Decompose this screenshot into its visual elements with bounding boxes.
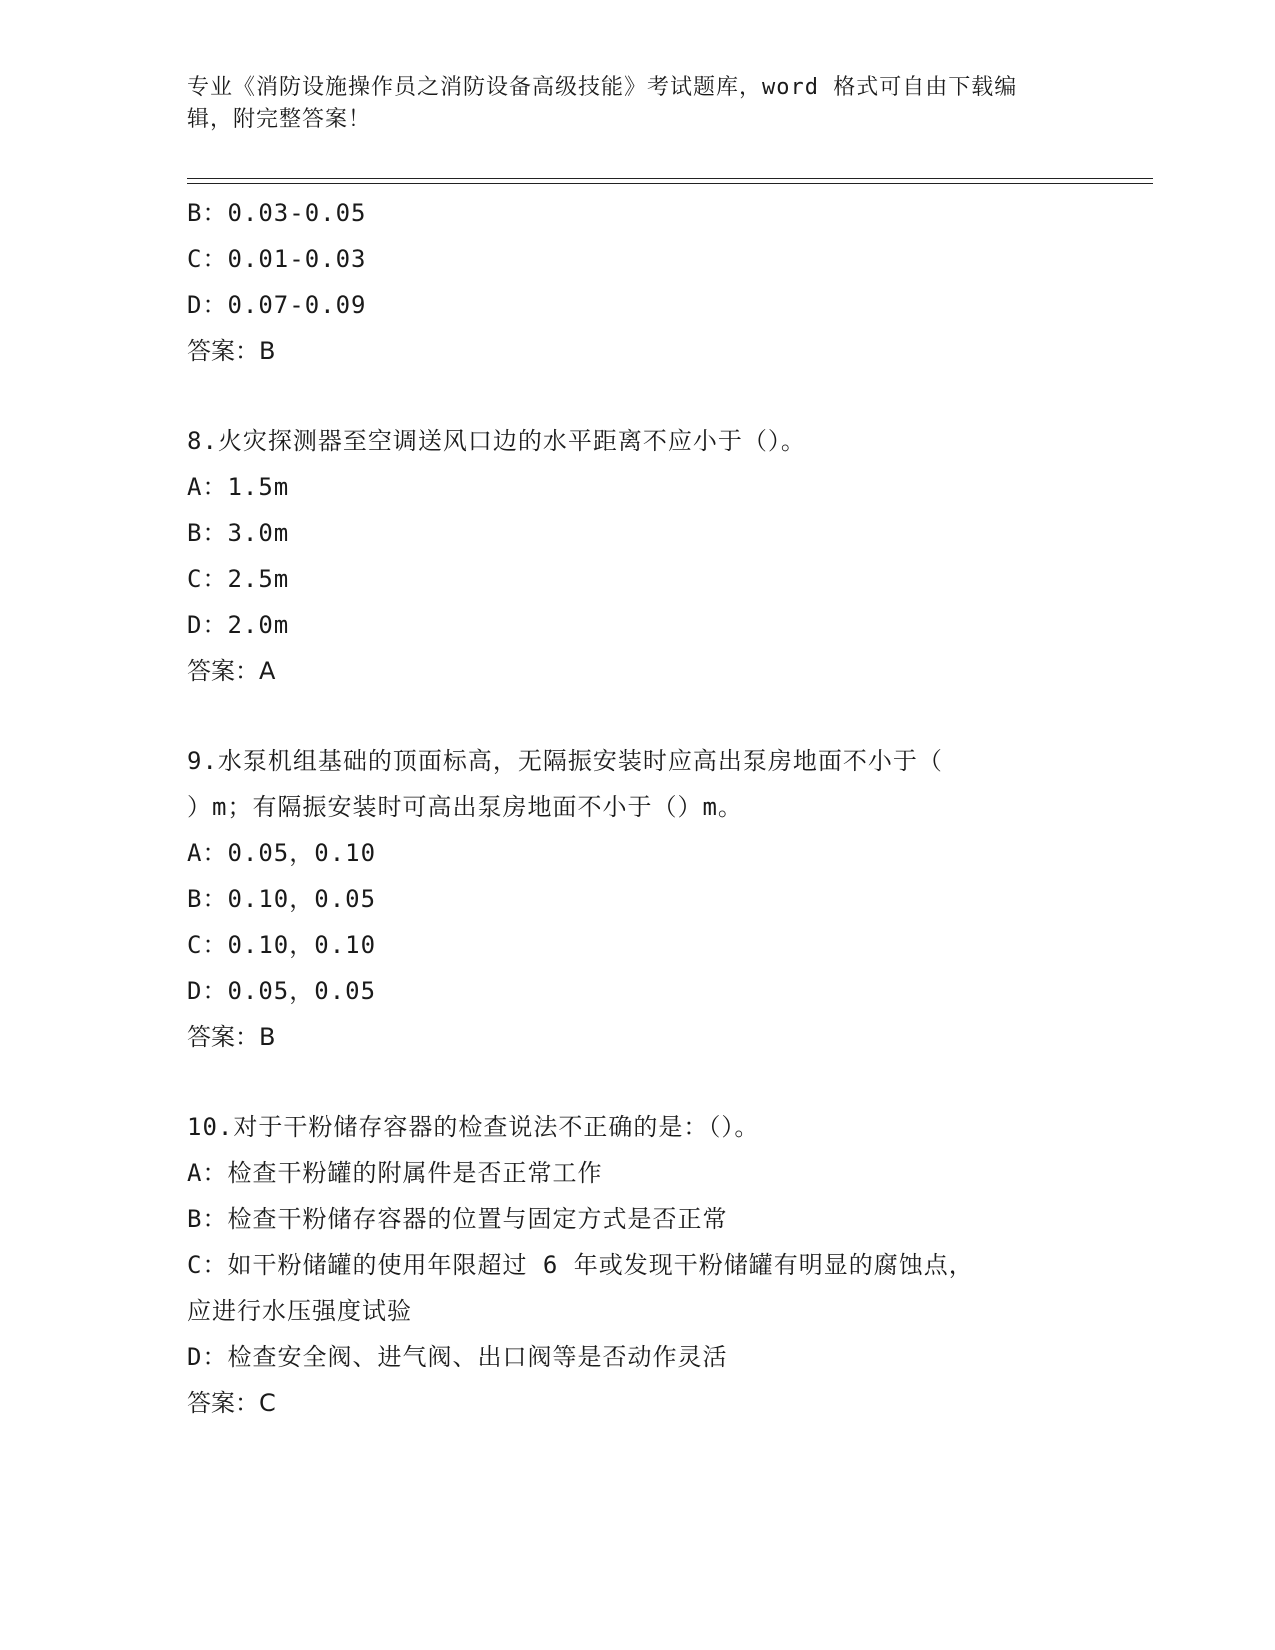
option-b: B：3.0m xyxy=(187,519,290,547)
header-line-1: 专业《消防设施操作员之消防设备高级技能》考试题库，word 格式可自由下载编 xyxy=(187,75,1018,100)
question-stem: 10.对于干粉储存容器的检查说法不正确的是：（）。 xyxy=(187,1113,760,1141)
question-8 xyxy=(187,418,1087,694)
option-a: A：检查干粉罐的附属件是否正常工作 xyxy=(187,1159,603,1187)
spacer xyxy=(187,694,1087,738)
question-stem: 8.火灾探测器至空调送风口边的水平距离不应小于（）。 xyxy=(187,427,806,455)
option-a: A：1.5m xyxy=(187,473,290,501)
question-stem-line-1: 9.水泵机组基础的顶面标高，无隔振安装时应高出泵房地面不小于（ xyxy=(187,747,943,775)
option-c: C：2.5m xyxy=(187,565,290,593)
header-rule-top xyxy=(187,178,1153,179)
question-10 xyxy=(187,1104,1087,1426)
spacer xyxy=(187,1060,1087,1104)
document-body xyxy=(187,190,1087,1426)
option-c-line-1: C：如干粉储罐的使用年限超过 6 年或发现干粉储罐有明显的腐蚀点， xyxy=(187,1251,974,1279)
answer: 答案：A xyxy=(187,657,276,685)
option-d: D：0.05，0.05 xyxy=(187,977,377,1005)
option-b: B：检查干粉储存容器的位置与固定方式是否正常 xyxy=(187,1205,728,1233)
option-d: D：2.0m xyxy=(187,611,290,639)
option-c: C：0.01-0.03 xyxy=(187,245,367,273)
answer: 答案：B xyxy=(187,337,276,365)
header-line-2: 辑，附完整答案！ xyxy=(187,107,372,132)
option-d: D：检查安全阀、进气阀、出口阀等是否动作灵活 xyxy=(187,1343,728,1371)
option-a: A：0.05，0.10 xyxy=(187,839,377,867)
question-9 xyxy=(187,738,1087,1060)
answer: 答案：C xyxy=(187,1389,276,1417)
option-b: B：0.10，0.05 xyxy=(187,885,377,913)
header-rule-bottom xyxy=(187,183,1153,184)
option-c-line-2: 应进行水压强度试验 xyxy=(187,1297,412,1325)
option-b: B：0.03-0.05 xyxy=(187,199,367,227)
option-c: C：0.10，0.10 xyxy=(187,931,377,959)
document-header xyxy=(187,72,1067,136)
answer: 答案：B xyxy=(187,1023,276,1051)
option-d: D：0.07-0.09 xyxy=(187,291,367,319)
question-7-tail xyxy=(187,190,1087,374)
spacer xyxy=(187,374,1087,418)
question-stem-line-2: ）m；有隔振安装时可高出泵房地面不小于（）m。 xyxy=(187,793,743,821)
